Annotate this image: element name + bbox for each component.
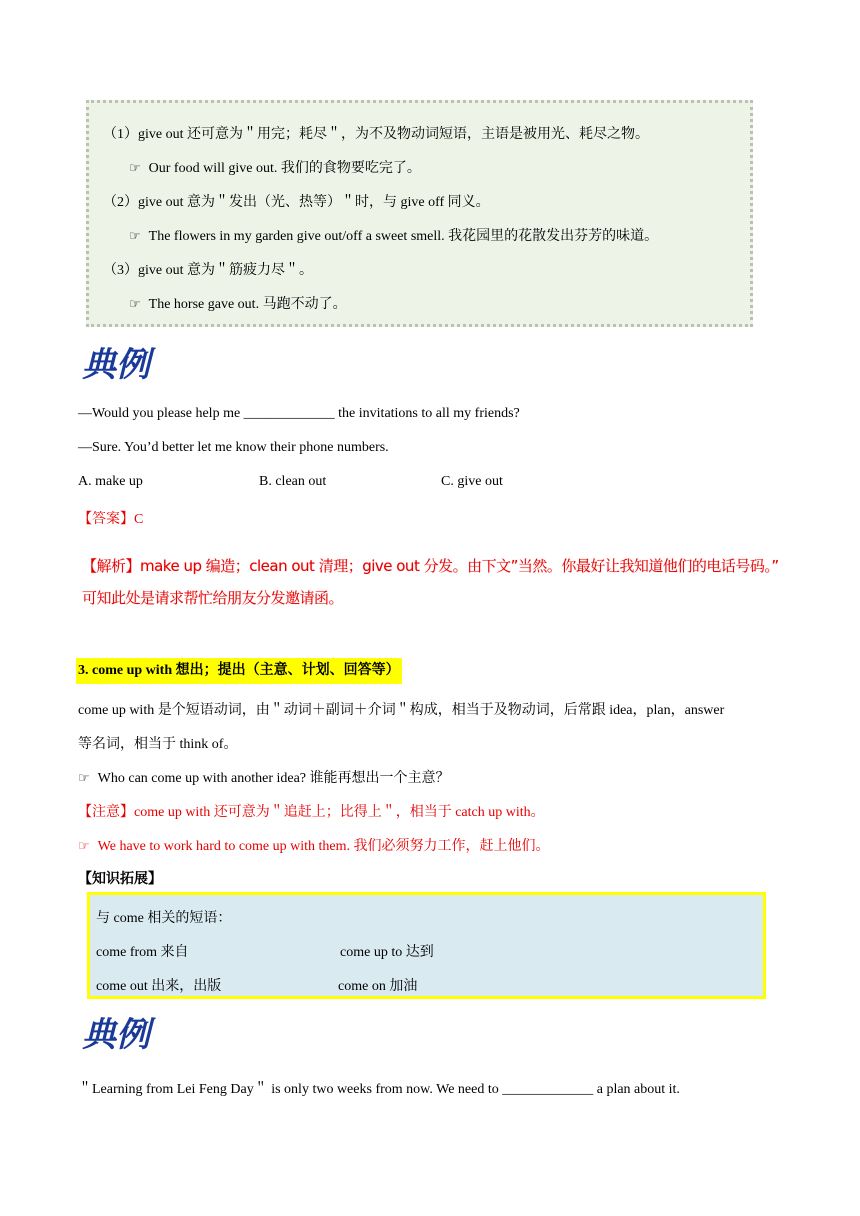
phrases-title: 与 come 相关的短语： <box>96 911 232 926</box>
section-example-1 <box>78 767 450 787</box>
pointing-hand-icon: ☞ <box>129 161 141 176</box>
example-logo-text: 典例 <box>82 1015 150 1054</box>
note-example-3-text: The horse gave out. 马跑不动了。 <box>148 297 347 312</box>
phrase-come-out: come out 出来，出版 <box>96 979 222 994</box>
pointing-hand-icon: ☞ <box>78 839 90 854</box>
option-b: B. clean out <box>259 474 327 489</box>
option-c: C. give out <box>441 474 503 489</box>
expand-title: 【知识拓展】 <box>78 872 162 887</box>
section-example-2 <box>78 835 550 855</box>
analysis-line-2: 可知此处是请求帮忙给朋友分发邀请函。 <box>82 589 344 607</box>
phrase-come-from: come from 来自 <box>96 945 189 960</box>
note-line-2: （2）give out 意为＂发出（光、热等）＂时，与 give off 同义。 <box>103 195 490 210</box>
note-line-1: （1）give out 还可意为＂用完；耗尽＂，为不及物动词短语，主语是被用光、耗尽之物。 <box>103 127 649 142</box>
phrase-come-up-to: come up to 达到 <box>340 945 434 960</box>
question2-line1: ＂Learning from Lei Feng Day＂ is only two weeks from now. We need to _____________ a plan about it. <box>78 1082 680 1097</box>
example-logo-text: 典例 <box>82 345 150 384</box>
note-example-2-text: The flowers in my garden give out/off a sweet smell. 我花园里的花散发出芬芳的味道。 <box>148 229 659 244</box>
section-example-1-text: Who can come up with another idea? 谁能再想出一个主意？ <box>97 771 450 786</box>
pointing-hand-icon: ☞ <box>129 297 141 312</box>
note-text: 【注意】come up with 还可意为＂追赶上；比得上＂，相当于 catch up with。 <box>78 805 545 820</box>
note-example-1 <box>129 157 421 177</box>
note-example-2 <box>129 225 658 245</box>
note-example-1-text: Our food will give out. 我们的食物要吃完了。 <box>148 161 421 176</box>
note-example-3 <box>129 293 347 313</box>
pointing-hand-icon: ☞ <box>129 229 141 244</box>
phrases-box <box>87 892 766 999</box>
answer: 【答案】C <box>78 512 144 527</box>
analysis-block <box>82 550 779 614</box>
option-a: A. make up <box>78 474 143 489</box>
section-para-line1: come up with 是个短语动词，由＂动词＋副词＋介词＂构成，相当于及物动词，后常跟 idea，plan，answer <box>78 703 725 718</box>
note-box <box>86 100 753 327</box>
note-line-3: （3）give out 意为＂筋疲力尽＂。 <box>103 263 313 278</box>
pointing-hand-icon: ☞ <box>78 771 90 786</box>
section-heading: 3. come up with 想出；提出（主意、计划、回答等） <box>76 658 402 684</box>
example-logo <box>80 1010 162 1054</box>
phrase-come-on: come on 加油 <box>338 979 418 994</box>
question1-line2: —Sure. You’d better let me know their phone numbers. <box>78 440 389 455</box>
example-logo <box>80 340 162 384</box>
section-example-2-text: We have to work hard to come up with them. 我们必须努力工作，赶上他们。 <box>97 839 550 854</box>
question1-line1: —Would you please help me _____________ the invitations to all my friends? <box>78 406 520 421</box>
section-para-line2: 等名词，相当于 think of。 <box>78 737 238 752</box>
analysis-line-1: 【解析】make up 编造；clean out 清理；give out 分发。由下文”当然。你最好让我知道他们的电话号码。” <box>82 557 779 575</box>
